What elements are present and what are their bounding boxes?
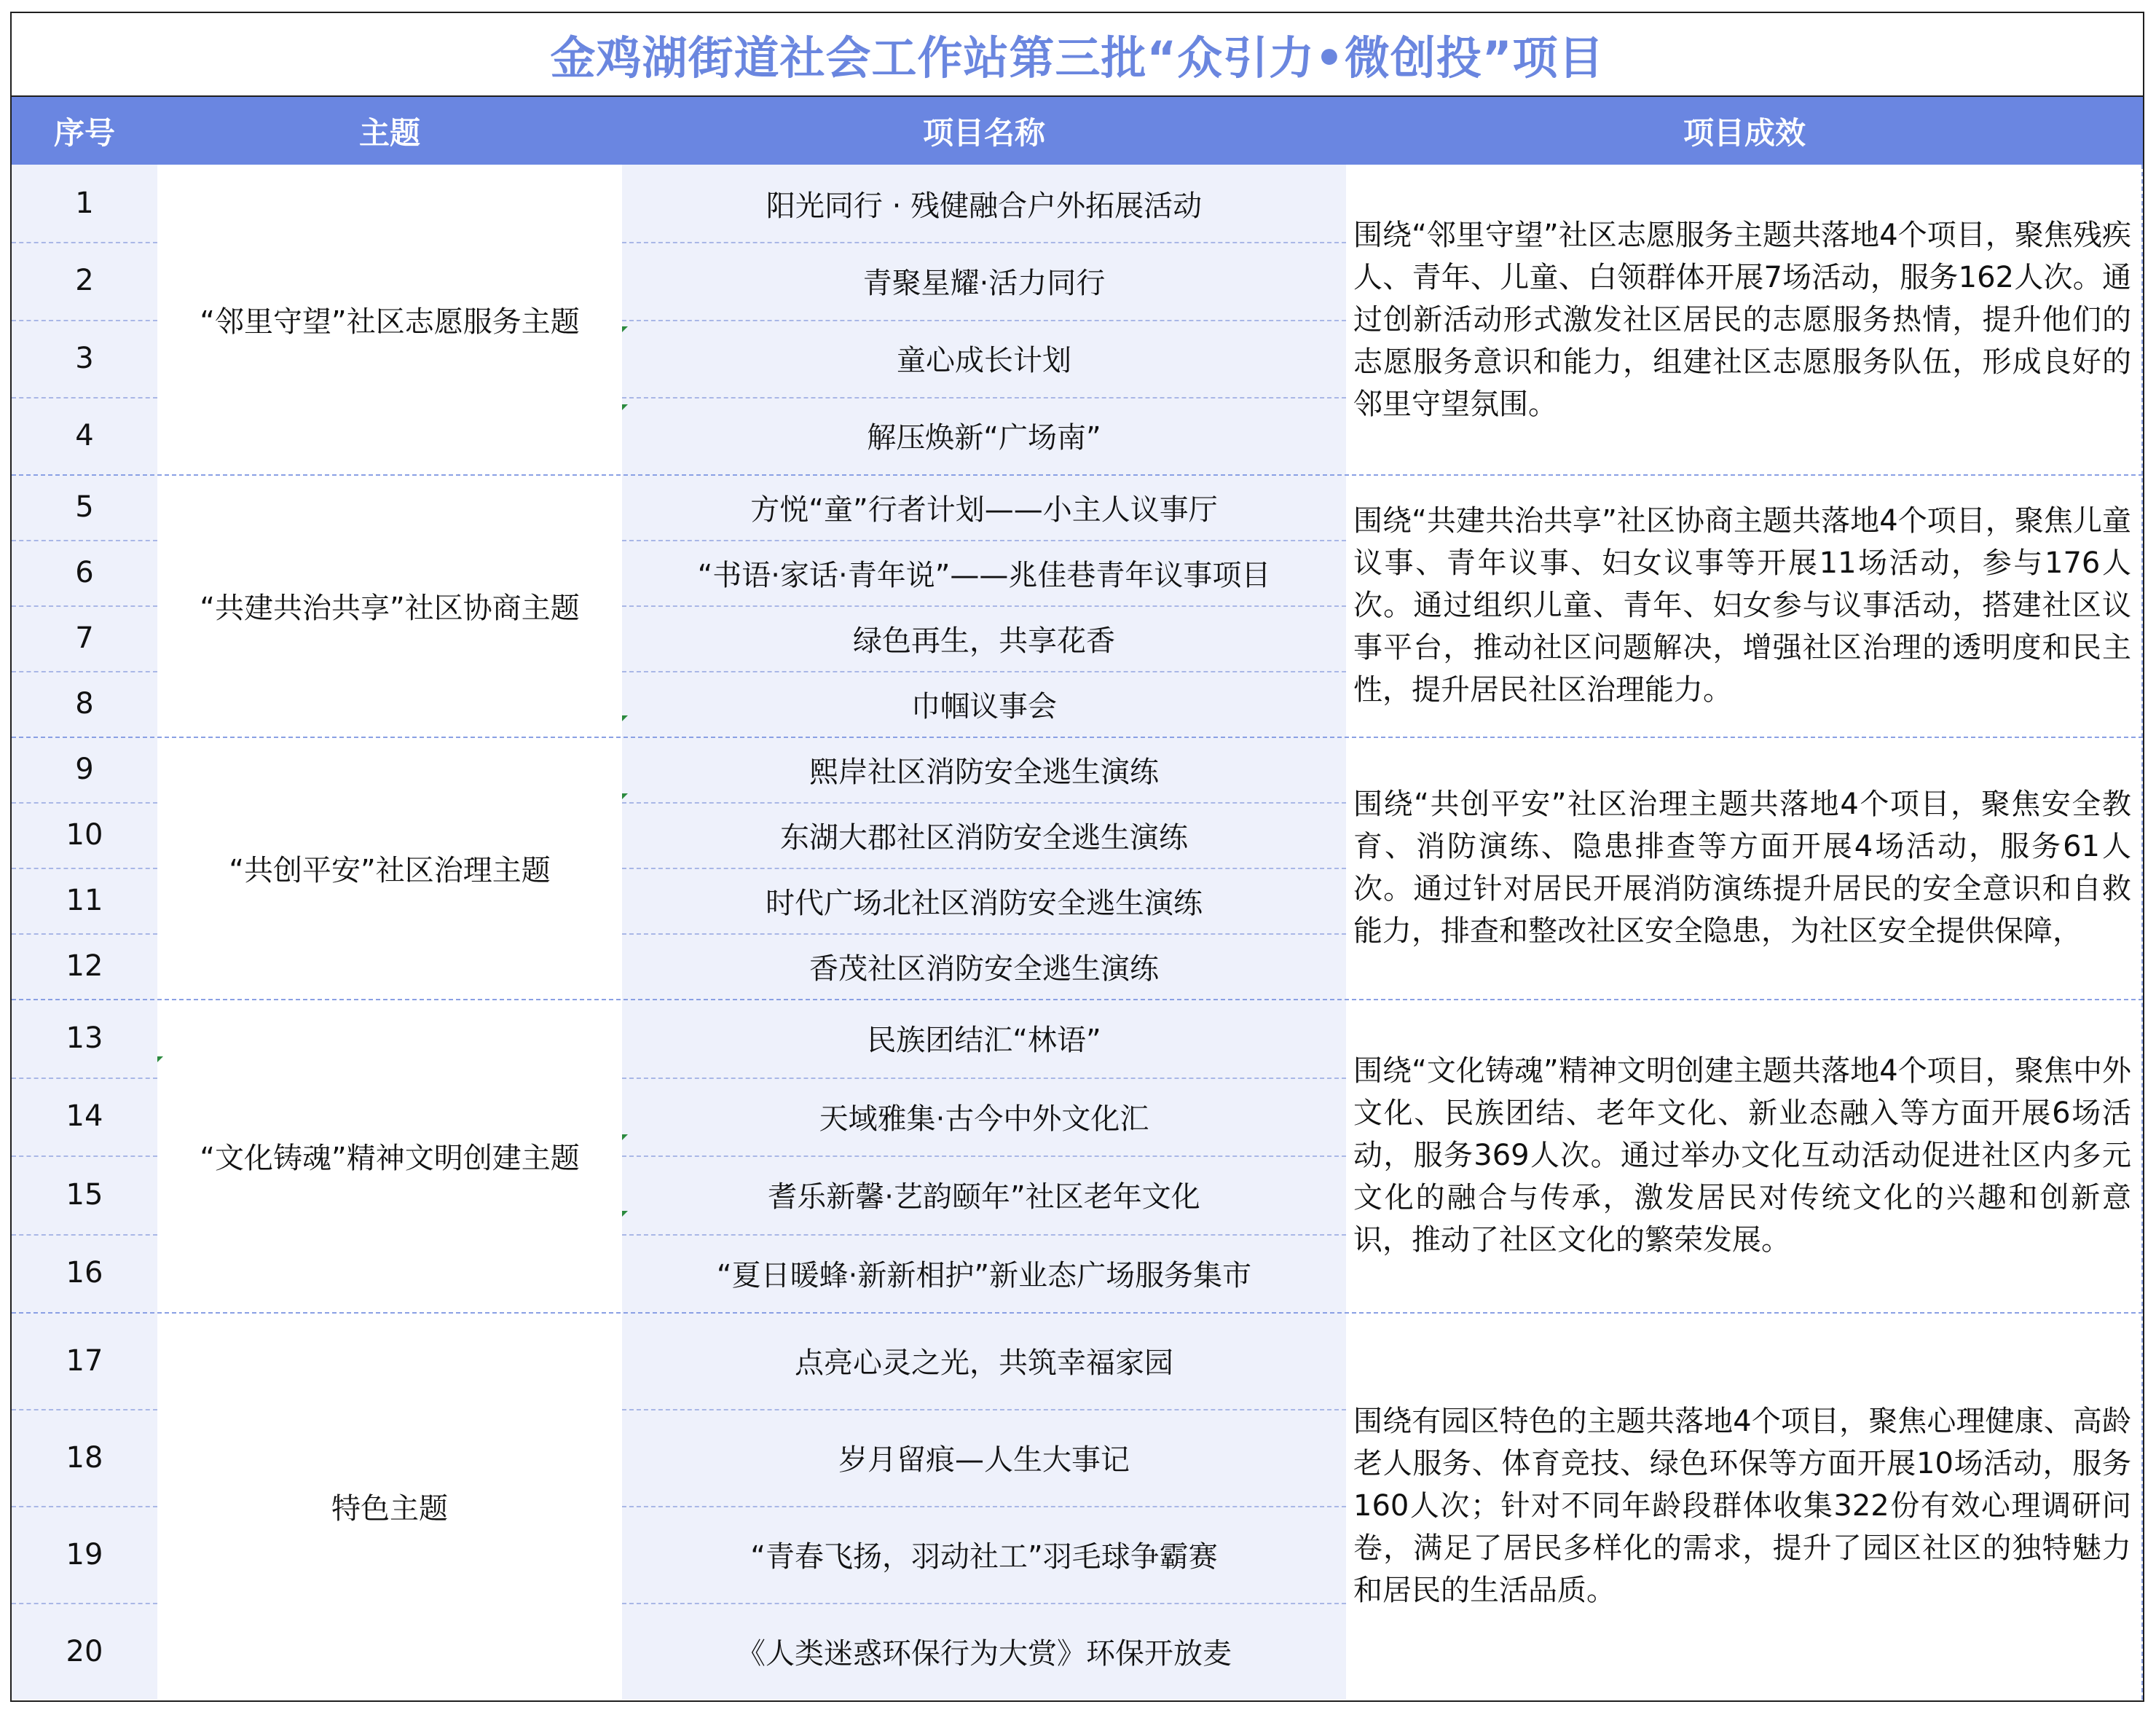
row-number: 13	[12, 999, 157, 1078]
row-number: 8	[12, 671, 157, 737]
projects-table	[12, 97, 2143, 1700]
group-divider	[12, 737, 2143, 738]
row-divider	[12, 802, 157, 804]
project-name: “青春飞扬，羽动社工”羽毛球争霸赛	[622, 1506, 1346, 1603]
row-divider	[622, 868, 1346, 869]
row-divider	[622, 802, 1346, 804]
row-number: 7	[12, 605, 157, 671]
row-divider	[12, 242, 157, 243]
cell-comment-marker	[157, 1056, 163, 1062]
row-number: 18	[12, 1409, 157, 1506]
effect-cell: 围绕“文化铸魂”精神文明创建主题共落地4个项目，聚焦中外文化、民族团结、老年文化、新业态融入等方面开展6场活动，服务369人次。通过举办文化互动活动促进社区内多元文化的融合与传承，激发居民对传统文化的兴趣和创新意识，推动了社区文化的繁荣发展。	[1346, 999, 2143, 1312]
row-divider	[622, 605, 1346, 607]
project-name: 点亮心灵之光，共筑幸福家园	[622, 1312, 1346, 1409]
row-number: 6	[12, 540, 157, 605]
theme-cell: “文化铸魂”精神文明创建主题	[157, 999, 622, 1312]
row-number: 19	[12, 1506, 157, 1603]
row-number: 4	[12, 397, 157, 474]
row-divider	[622, 242, 1346, 243]
effect-cell: 围绕“共创平安”社区治理主题共落地4个项目，聚焦安全教育、消防演练、隐患排查等方面开展4场活动，服务61人次。通过针对居民开展消防演练提升居民的安全意识和自救能力，排查和整改社区安全隐患，为社区安全提供保障，	[1346, 737, 2143, 999]
row-divider	[12, 320, 157, 321]
header-num: 序号	[12, 97, 157, 165]
project-name: 香茂社区消防安全逃生演练	[622, 933, 1346, 999]
row-divider	[622, 1155, 1346, 1157]
right-border	[2141, 165, 2143, 1700]
project-name: 童心成长计划	[622, 320, 1346, 397]
theme-cell: 特色主题	[157, 1312, 622, 1700]
header-theme: 主题	[157, 97, 622, 165]
row-divider	[12, 540, 157, 541]
row-divider	[622, 320, 1346, 321]
project-name: 青聚星耀·活力同行	[622, 242, 1346, 319]
project-name: 《人类迷惑环保行为大赏》环保开放麦	[622, 1603, 1346, 1700]
row-divider	[622, 1409, 1346, 1410]
row-number: 9	[12, 737, 157, 802]
cell-comment-marker	[622, 793, 628, 799]
row-number: 5	[12, 474, 157, 540]
project-name: 解压焕新“广场南”	[622, 397, 1346, 474]
project-name: 耆乐新馨·艺韵颐年”社区老年文化	[622, 1155, 1346, 1234]
row-divider	[12, 397, 157, 399]
project-name: 东湖大郡社区消防安全逃生演练	[622, 802, 1346, 868]
row-number: 1	[12, 165, 157, 242]
row-divider	[12, 868, 157, 869]
project-name: 阳光同行 · 残健融合户外拓展活动	[622, 165, 1346, 242]
row-number: 11	[12, 868, 157, 933]
cell-comment-marker	[622, 326, 628, 332]
group-divider	[12, 999, 2143, 1000]
project-name: 熙岸社区消防安全逃生演练	[622, 737, 1346, 802]
theme-cell: “邻里守望”社区志愿服务主题	[157, 165, 622, 474]
header-effect: 项目成效	[1346, 97, 2143, 165]
row-number: 12	[12, 933, 157, 999]
page-title: 金鸡湖街道社会工作站第三批“众引力•微创投”项目	[12, 13, 2143, 97]
effect-cell: 围绕“邻里守望”社区志愿服务主题共落地4个项目，聚焦残疾人、青年、儿童、白领群体开展7场活动，服务162人次。通过创新活动形式激发社区居民的志愿服务热情，提升他们的志愿服务意识和能力，组建社区志愿服务队伍，形成良好的邻里守望氛围。	[1346, 165, 2143, 474]
project-name: 时代广场北社区消防安全逃生演练	[622, 868, 1346, 933]
row-number: 20	[12, 1603, 157, 1700]
group-divider	[12, 1312, 2143, 1314]
project-name: 天域雅集·古今中外文化汇	[622, 1078, 1346, 1156]
project-name: 巾帼议事会	[622, 671, 1346, 737]
row-number: 17	[12, 1312, 157, 1409]
row-divider	[12, 605, 157, 607]
cell-comment-marker	[622, 715, 628, 721]
row-divider	[12, 671, 157, 672]
project-name: 方悦“童”行者计划——小主人议事厅	[622, 474, 1346, 540]
cell-comment-marker	[622, 1211, 628, 1217]
row-divider	[622, 1603, 1346, 1604]
row-divider	[622, 933, 1346, 935]
row-number: 2	[12, 242, 157, 319]
header-name: 项目名称	[622, 97, 1346, 165]
row-divider	[12, 1155, 157, 1157]
project-name: “书语·家话·青年说”——兆佳巷青年议事项目	[622, 540, 1346, 605]
group-divider	[12, 474, 2143, 476]
row-divider	[622, 1234, 1346, 1236]
project-name: “夏日暖蜂·新新相护”新业态广场服务集市	[622, 1234, 1346, 1313]
row-divider	[12, 1234, 157, 1236]
theme-cell: “共创平安”社区治理主题	[157, 737, 622, 999]
table-frame	[10, 12, 2144, 1702]
row-divider	[12, 1409, 157, 1410]
row-divider	[622, 1506, 1346, 1507]
row-number: 15	[12, 1155, 157, 1234]
row-divider	[12, 933, 157, 935]
theme-cell: “共建共治共享”社区协商主题	[157, 474, 622, 737]
cell-comment-marker	[622, 404, 628, 410]
row-divider	[622, 397, 1346, 399]
effect-cell: 围绕“共建共治共享”社区协商主题共落地4个项目，聚焦儿童议事、青年议事、妇女议事等开展11场活动，参与176人次。通过组织儿童、青年、妇女参与议事活动，搭建社区议事平台，推动社区问题解决，增强社区治理的透明度和民主性，提升居民社区治理能力。	[1346, 474, 2143, 737]
row-divider	[12, 1603, 157, 1604]
row-number: 16	[12, 1234, 157, 1313]
row-divider	[622, 540, 1346, 541]
row-divider	[622, 671, 1346, 672]
project-name: 岁月留痕—人生大事记	[622, 1409, 1346, 1506]
row-number: 14	[12, 1078, 157, 1156]
cell-comment-marker	[622, 1134, 628, 1140]
project-name: 民族团结汇“林语”	[622, 999, 1346, 1078]
row-number: 10	[12, 802, 157, 868]
row-number: 3	[12, 320, 157, 397]
project-name: 绿色再生，共享花香	[622, 605, 1346, 671]
row-divider	[12, 1506, 157, 1507]
row-divider	[622, 1078, 1346, 1079]
effect-cell: 围绕有园区特色的主题共落地4个项目，聚焦心理健康、高龄老人服务、体育竞技、绿色环保等方面开展10场活动，服务160人次；针对不同年龄段群体收集322份有效心理调研问卷，满足了居民多样化的需求，提升了园区社区的独特魅力和居民的生活品质。	[1346, 1312, 2143, 1700]
row-divider	[12, 1078, 157, 1079]
